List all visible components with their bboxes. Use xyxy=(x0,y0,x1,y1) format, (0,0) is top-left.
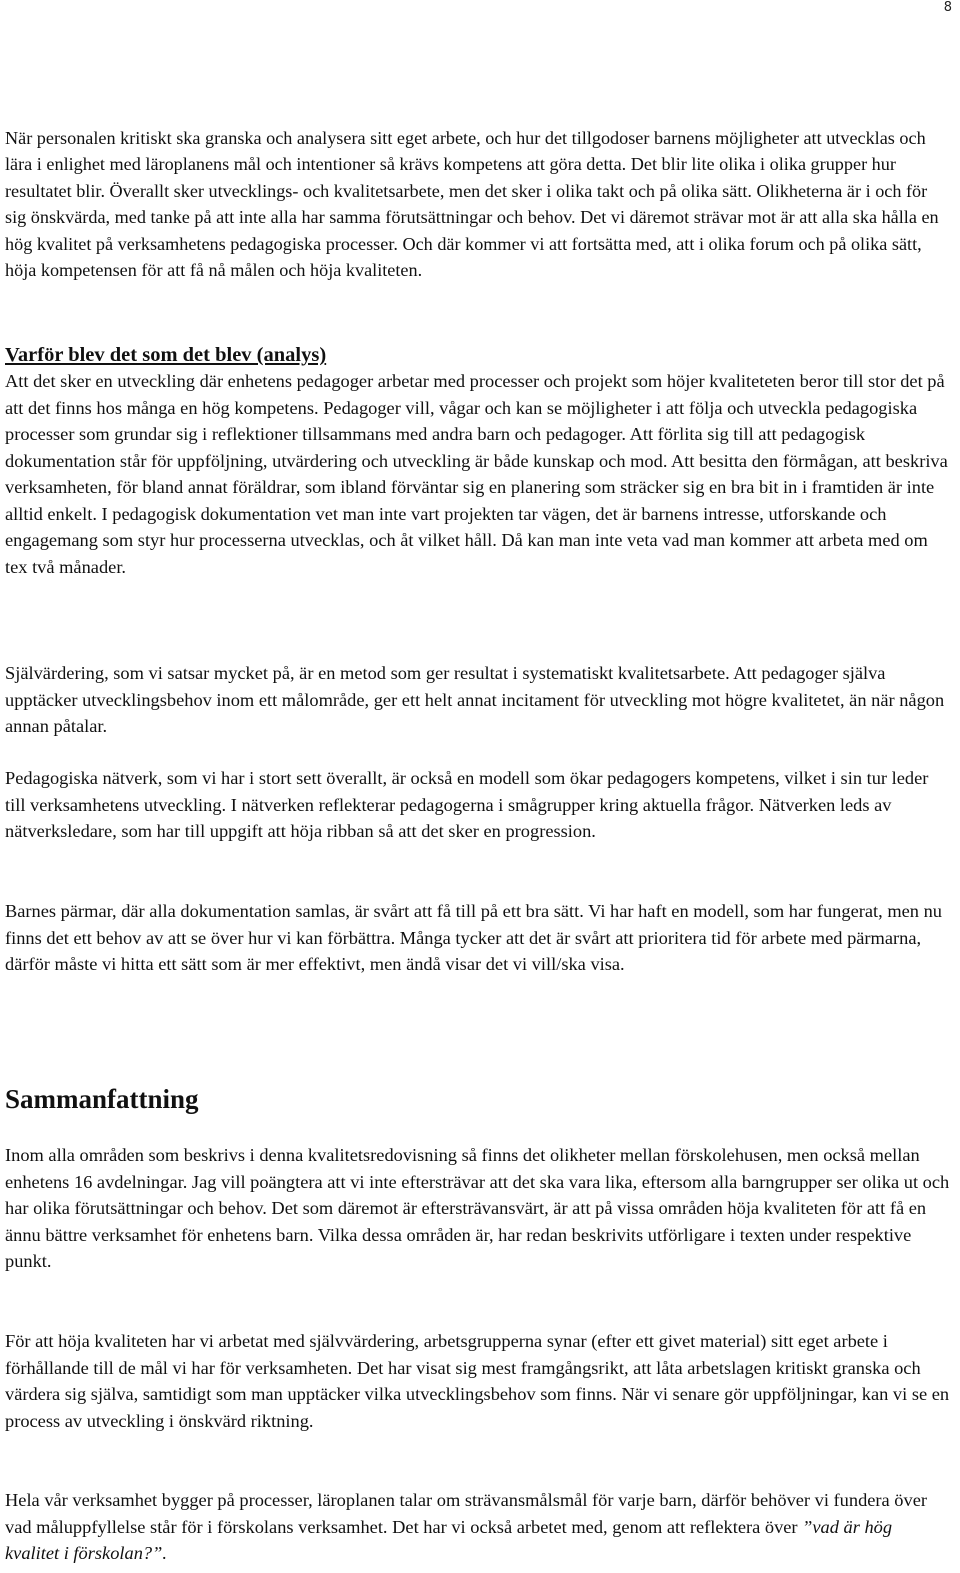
summary-heading: Sammanfattning xyxy=(5,1084,199,1114)
analys-paragraph-block-4 xyxy=(5,898,950,978)
summary-paragraph-block-1 xyxy=(5,1142,950,1275)
summary-quote: ”vad är hög kvalitet i förskolan?”. xyxy=(5,1516,893,1563)
summary-paragraph-block-2 xyxy=(5,1328,950,1434)
analys-paragraph-2: Självärdering, som vi satsar mycket på, är en metod som ger resultat i systematiskt kvalitetsarbete. Att pedagoger själva upptäcker utvecklingsbehov inom ett målområde, ger ett helt annat incitament för utveckling mot högre kvalitetet, än när någon annan påtalar. xyxy=(5,663,945,736)
intro-section xyxy=(5,125,950,283)
summary-paragraph-3-text: Hela vår verksamhet bygger på processer, läroplanen talar om strävansmålsmål för varje barn, därför behöver vi fundera över vad måluppfyllelse står för i förskolans verksamhet. Det har vi också arbetet med, genom att reflektera över xyxy=(5,1490,927,1537)
analys-paragraph-block-3 xyxy=(5,765,950,845)
intro-paragraph: När personalen kritiskt ska granska och analysera sitt eget arbete, och hur det tillgodoser barnens möjligheter att utvecklas och lära i enlighet med läroplanens mål och intentioner så krävs kompetens att göra detta. Det blir lite olika i olika grupper hur resultatet blir. Överallt sker utvecklings- och kvalitetsarbete, men det sker i olika takt och på olika sätt. Olikheterna är i och för sig önskvärda, med tanke på att inte alla har samma förutsättningar och behov. Det vi däremot strävar mot är att alla ska hålla en hög kvalitet på verksamhetens pedagogiska processer. Och där kommer vi att fortsätta med, att i olika forum och på olika sätt, höja kompetensen för att få nå målen och höja kvaliteten. xyxy=(5,128,939,281)
summary-paragraph-block-3 xyxy=(5,1487,950,1567)
summary-paragraph-2: För att höja kvaliteten har vi arbetat med självvärdering, arbetsgrupperna synar (efter ett givet material) sitt eget arbete i förhållande till de mål vi har för verksamheten. Det har visat sig mest framgångsrikt, att låta arbetslagen kritiskt granska och värdera sig själva, samtidigt som man upptäcker vilka utvecklingsbehov som finns. När vi senare gör uppföljningar, kan vi se en process av utveckling i önskvärd riktning. xyxy=(5,1331,950,1431)
summary-section xyxy=(5,1083,950,1115)
analys-paragraph-3: Pedagogiska nätverk, som vi har i stort sett överallt, är också en modell som ökar pedagogers kompetens, vilket i sin tur leder till verksamhetens utveckling. I nätverken reflekterar pedagogerna i smågrupper kring aktuella frågor. Nätverken leds av nätverksledare, som har till uppgift att höja ribban så att det sker en progression. xyxy=(5,768,929,841)
analys-section xyxy=(5,342,950,580)
summary-paragraph-1: Inom alla områden som beskrivs i denna kvalitetsredovisning så finns det olikheter mellan förskolehusen, men också mellan enhetens 16 avdelningar. Jag vill poängtera att vi inte eftersträvar att det ska vara lika, eftersom alla barngrupper ser olika ut och har olika förutsättningar och behov. Det som däremot är eftersträvansvärt, är att på vissa områden höja kvaliteten för att få en ännu bättre verksamhet för enhetens barn. Vilka dessa områden är, har redan beskrivits utförligare i texten under respektive punkt. xyxy=(5,1145,950,1271)
summary-paragraph-3 xyxy=(5,1487,950,1567)
analys-heading: Varför blev det som det blev (analys) xyxy=(5,344,327,366)
analys-paragraph-block-2 xyxy=(5,660,950,740)
analys-paragraph-1: Att det sker en utveckling där enhetens pedagoger arbetar med processer och projekt som höjer kvaliteteten beror till stor det på att det finns hos många en hög kompetens. Pedagoger vill, vågar och kan se möjligheter i att följa och utveckla pedagogiska processer som grundar sig i reflektioner tillsammans med andra barn och pedagoger. Att förlita sig till att pedagogisk dokumentation står för uppföljning, utvärdering och utveckling är både kunskap och mod. Att besitta den förmågan, att beskriva verksamheten, för bland annat föräldrar, som ibland förväntar sig en planering som sträcker sig en bra bit in i framtiden är inte alltid enkelt. I pedagogisk dokumentation vet man inte vart projekten tar vägen, det är barnens intresse, utforskande och engagemang som styr hur processerna utvecklas, och åt vilket håll. Då kan man inte veta vad man kommer att arbeta med om tex två månader. xyxy=(5,371,948,577)
analys-paragraph-4: Barnes pärmar, där alla dokumentation samlas, är svårt att få till på ett bra sätt. Vi har haft en modell, som har fungerat, men nu finns det ett behov av att se över hur vi kan förbättra. Många tycker att det är svårt att prioritera tid för arbete med pärmarna, därför måste vi hitta ett sätt som är mer effektivt, men ändå visar det vi vill/ska visa. xyxy=(5,901,942,974)
page-number: 8 xyxy=(943,0,952,15)
